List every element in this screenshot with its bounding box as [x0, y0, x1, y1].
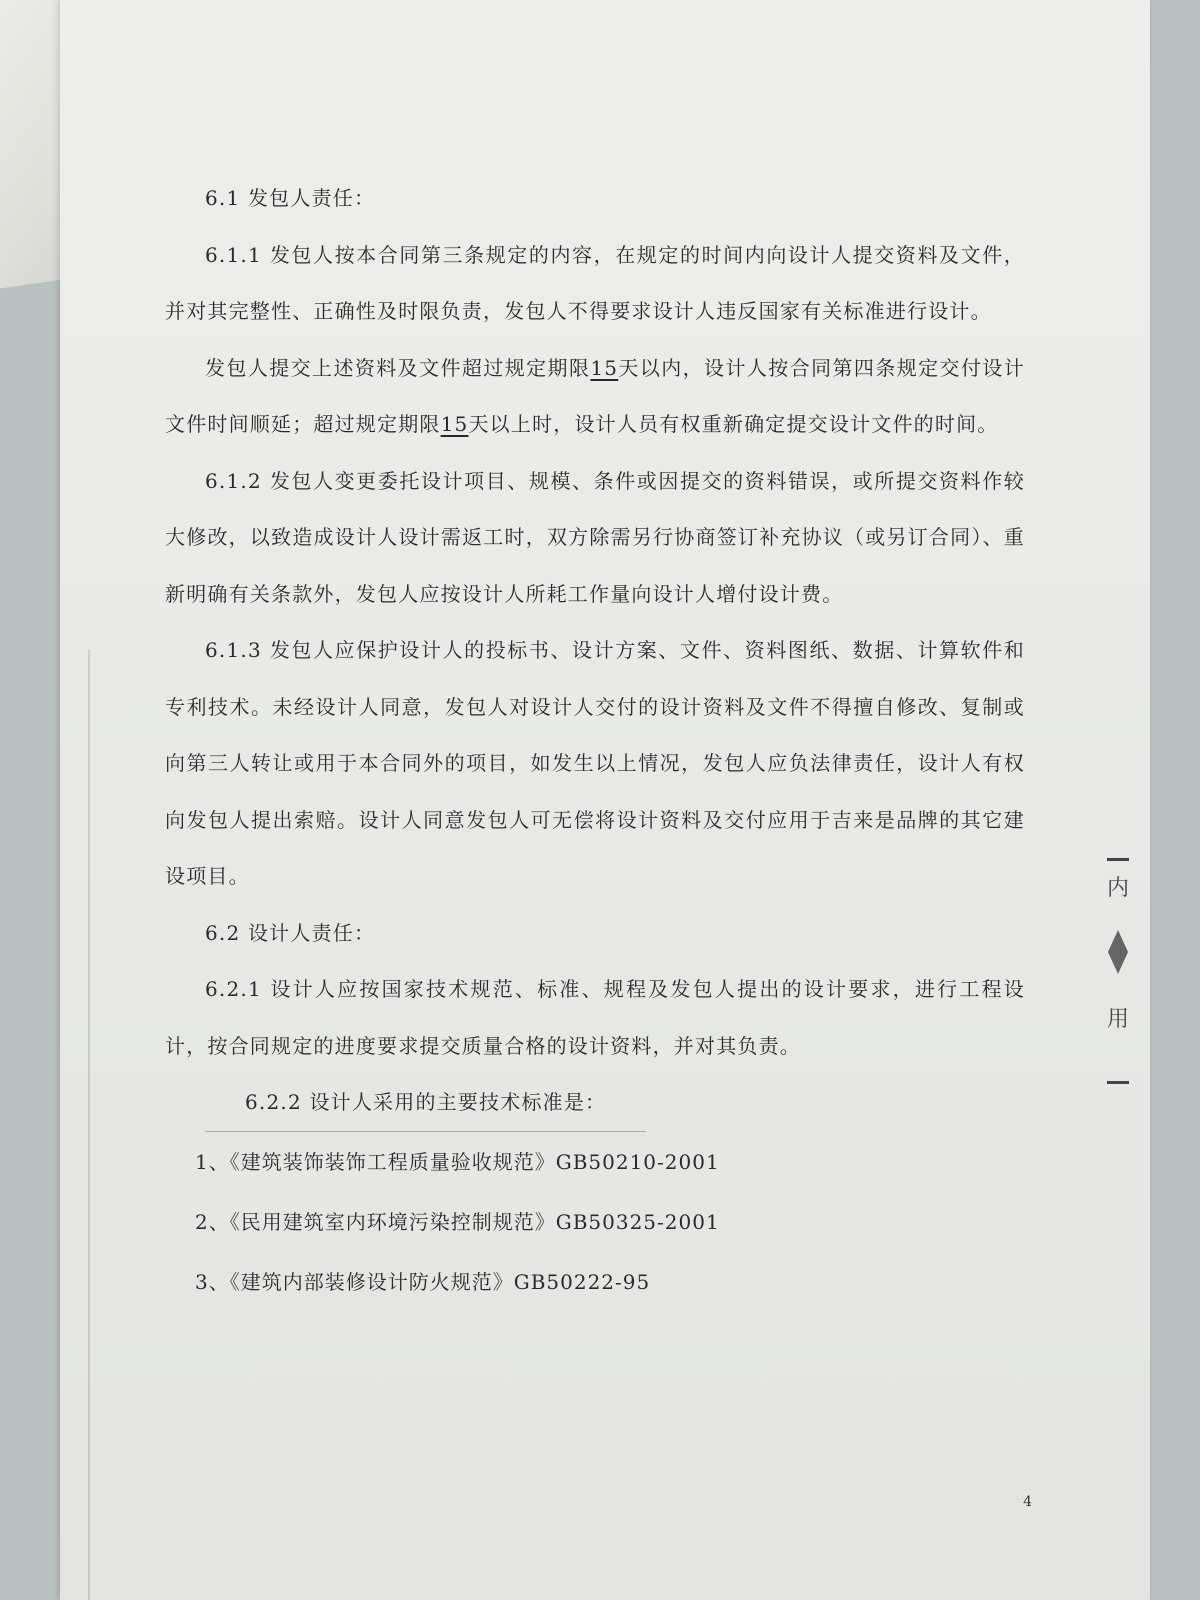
- clause-6-1-1-deadline: [165, 340, 1025, 453]
- clause-6-1-2: 6.1.2 发包人变更委托设计项目、规模、条件或因提交的资料错误，或所提交资料作较大修改，以致造成设计人设计需返工时，双方除需另行协商签订补充协议（或另订合同）、重新明确有关条款外，发包人应按设计人所耗工作量向设计人增付设计费。: [165, 468, 1025, 606]
- standard-item: 1、《建筑装饰装饰工程质量验收规范》GB50210-2001: [195, 1149, 720, 1174]
- standard-item: 3、《建筑内部装修设计防火规范》GB50222-95: [195, 1269, 651, 1294]
- deadline-days-1: 15: [590, 355, 619, 380]
- clause-6-1-3: 6.1.3 发包人应保护设计人的投标书、设计方案、文件、资料图纸、数据、计算软件和专利技术。未经设计人同意，发包人对设计人交付的设计资料及文件不得擅自修改、复制或向第三人转让或用于本合同外的项目，如发生以上情况，发包人应负法律责任，设计人有权向发包人提出索赔。设计人同意发包人可无偿将设计资料及交付应用于吉来是品牌的其它建设项目。: [165, 638, 1025, 888]
- seal-char-bottom: 用: [1106, 1007, 1129, 1032]
- clause-6-2-2-text: 6.2.2 设计人采用的主要技术标准是：: [205, 1074, 646, 1132]
- clause-6-2-2-heading: [165, 1074, 1025, 1132]
- document-page: [60, 0, 1150, 1600]
- deadline-text-middle: 天以内，设计人按合同第四条规定交付设计文件时间顺延；超过规定期限: [165, 355, 1025, 436]
- document-body: [165, 170, 1025, 1312]
- seal-char-top: 内: [1106, 876, 1129, 901]
- internal-use-seal: [1100, 858, 1136, 1080]
- deadline-text-after: 天以上时，设计人员有权重新确定提交设计文件的时间。: [468, 412, 999, 436]
- clause-6-2-1: 6.2.1 设计人应按国家技术规范、标准、规程及发包人提出的设计要求，进行工程设计，按合同规定的进度要求提交质量合格的设计资料，并对其负责。: [165, 977, 1025, 1058]
- page-fold-line: [88, 650, 90, 1600]
- clause-6-1-1: 6.1.1 发包人按本合同第三条规定的内容，在规定的时间内向设计人提交资料及文件，并对其完整性、正确性及时限负责，发包人不得要求设计人违反国家有关标准进行设计。: [165, 242, 1025, 323]
- section-heading-6-2: 6.2 设计人责任：: [205, 920, 376, 945]
- deadline-text-before: 发包人提交上述资料及文件超过规定期限: [205, 355, 591, 380]
- standards-list: [165, 1132, 1025, 1312]
- seal-bar-top: [1107, 858, 1129, 861]
- section-heading-6-1: 6.1 发包人责任：: [205, 186, 376, 210]
- page-number: 4: [1023, 1494, 1032, 1510]
- standard-item: 2、《民用建筑室内环境污染控制规范》GB50325-2001: [195, 1209, 720, 1234]
- seal-bar-bottom: [1107, 1081, 1129, 1084]
- seal-diamond-icon: [1108, 930, 1128, 974]
- deadline-days-2: 15: [440, 412, 469, 436]
